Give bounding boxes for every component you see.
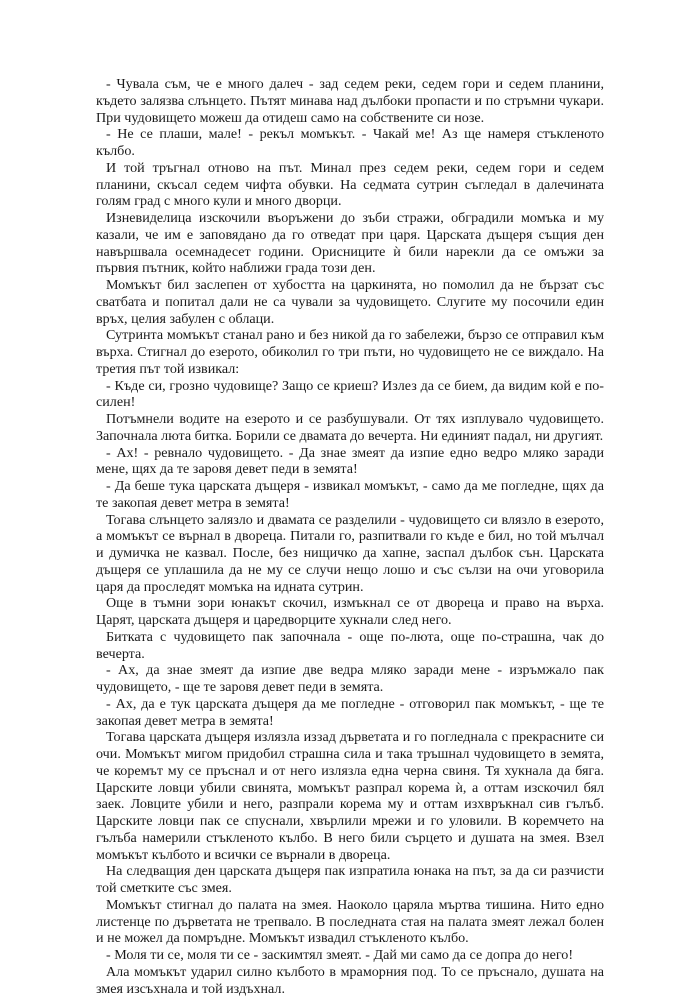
paragraph: - Ах! - ревнало чудовището. - Да знае змеят да изпие едно ведро мляко заради мене, щях да те заровя девет педи в земята!: [96, 444, 604, 478]
paragraph: - Да беше тука царската дъщеря - извикал момъкът, - само да ме погледне, щях да те закопая девет метра в земята!: [96, 478, 604, 511]
paragraph: Ала момъкът ударил силно кълбото в мраморния под. То се пръснало, душата на змея изсъхнала и той издъхнал.: [96, 963, 604, 997]
paragraph: Момъкът бил заслепен от хубостта на царкинята, но помолил да не бързат със сватбата и попитал дали не са чували за чудовището. Слугите му посочили един връх, целия забулен с облаци.: [96, 277, 604, 327]
paragraph: Тогава слънцето залязло и двамата се разделили - чудовището си влязло в езерото, а момъкът се върнал в двореца. Питали го, разпитвали го къде е бил, но той мълчал и думичка не казвал. После, без нищичко да хапне, заспал дълбок сън. Царската дъщеря се уплашила да не му се случи нещо лошо и със сълзи на очи уговорила царя да проследят момъка на идната сутрин.: [96, 511, 604, 595]
paragraph: - Ах, да е тук царската дъщеря да ме погледне - отговорил пак момъкът, - ще те закопая девет метра в земята!: [96, 695, 604, 729]
paragraph: Още в тъмни зори юнакът скочил, измъкнал се от двореца и право на върха. Царят, царската дъщеря и царедворците хукнали след него.: [96, 595, 604, 628]
paragraph: Тогава царската дъщеря излязла иззад дърветата и го погледнала с прекрасните си очи. Момъкът мигом придобил страшна сила и така тръшнал чудовището в земята, че коремът му се пръснал и от него излязла една черна свиня. Тя хукнала да бяга. Царските ловци убили свинята, момъкът разпрал корема ѝ, а оттам изскочил бял заек. Ловците убили и него, разпрали корема му и оттам изхвръкнал сив гълъб. Царските ловци пак се спуснали, хвърлили мрежи и го уловили. В коремчето на гълъба намерили стъкленото кълбо. В него били сърцето и душата на змея. Взел момъкът кълбото и всички се върнали в двореца.: [96, 729, 604, 863]
paragraph: На следващия ден царската дъщеря пак изпратила юнака на път, за да си разчисти той сметките със змея.: [96, 863, 604, 896]
paragraph: И той тръгнал отново на път. Минал през седем реки, седем гори и седем планини, скъсал седем чифта обувки. На седмата сутрин съгледал в далечината голям град с много кули и много дворци.: [96, 159, 604, 210]
paragraph: Момъкът стигнал до палата на змея. Наоколо царяла мъртва тишина. Нито едно листенце по дърветата не трепвало. В последната стая на палата змеят лежал болен и не можел да помръдне. Момъкът извадил стъкленото кълбо.: [96, 896, 604, 947]
paragraph: - Ах, да знае змеят да изпие две ведра мляко заради мене - изръмжало пак чудовището, - ще те заровя девет педи в земята.: [96, 662, 604, 695]
paragraph: Потъмнели водите на езерото и се разбушували. От тях изплувало чудовището. Започнала люта битка. Борили се двамата до вечерта. Ни единият падал, ни другият.: [96, 411, 604, 444]
paragraph: - Не се плаши, мале! - рекъл момъкът. - Чакай ме! Аз ще намеря стъкленото кълбо.: [96, 126, 604, 159]
paragraph: Изневиделица изскочили въоръжени до зъби стражи, обградили момъка и му казали, че им е заповядано да го отведат при царя. Царската дъщеря същия ден навършвала осемнадесет години. Орисниците ѝ били нарекли да се омъжи за първия пътник, който наближи града този ден.: [96, 210, 604, 277]
paragraph: - Къде си, грозно чудовище? Защо се криеш? Излез да се бием, да видим кой е по-силен!: [96, 377, 604, 411]
paragraph: Битката с чудовището пак започнала - още по-люта, още по-страшна, чак до вечерта.: [96, 628, 604, 662]
paragraph: - Чувала съм, че е много далеч - зад седем реки, седем гори и седем планини, където залязва слънцето. Пътят минава над дълбоки пропасти и по стръмни чукари. При чудовището можеш да отидеш само на собствените си нозе.: [96, 76, 604, 126]
paragraph: - Моля ти се, моля ти се - заскимтял змеят. - Дай ми само да се допра до него!: [106, 947, 574, 963]
paragraph: Сутринта момъкът станал рано и без никой да го забележи, бързо се отправил към върха. Стигнал до езерото, обиколил го три пъти, но чудовището не се виждало. На третия път той извикал:: [96, 327, 604, 377]
